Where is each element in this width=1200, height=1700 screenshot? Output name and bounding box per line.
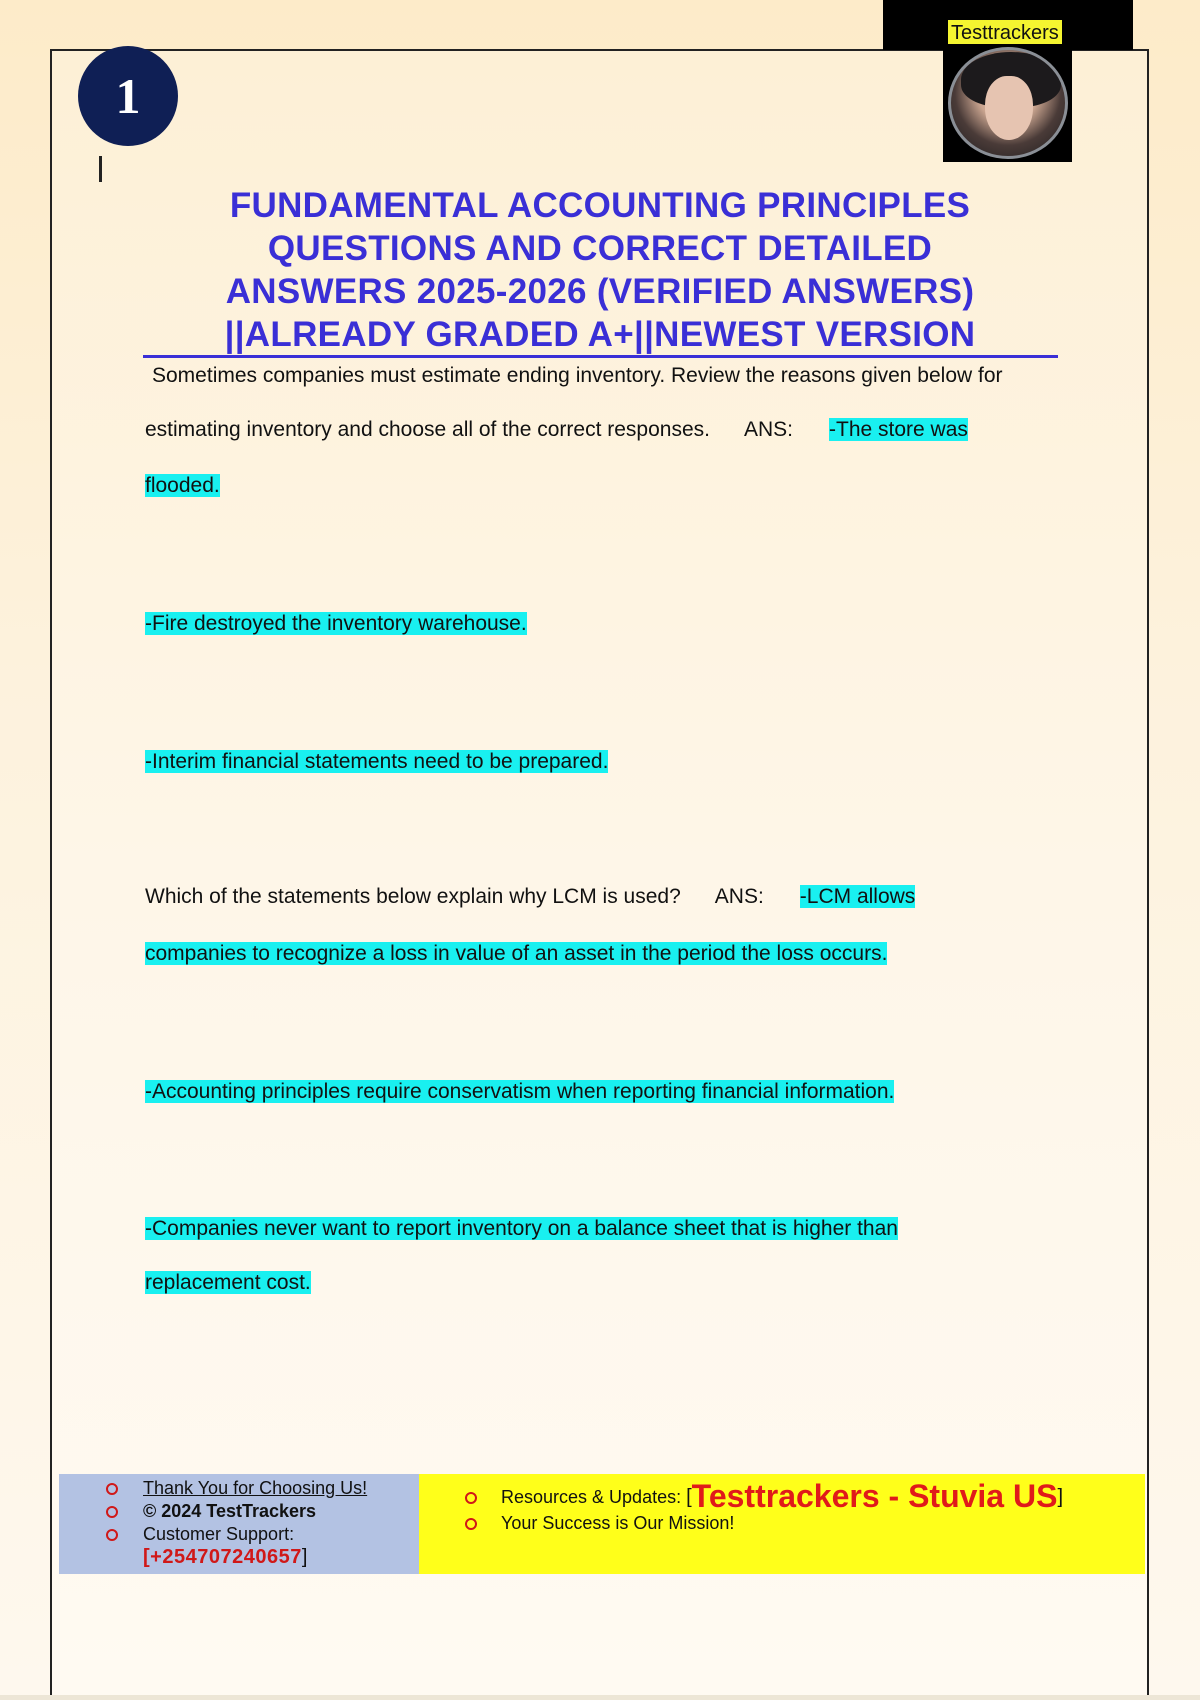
question-2-line-1 [145,883,915,911]
list-item [59,1477,367,1500]
answer-row [145,1215,898,1243]
answer-highlight: companies to recognize a loss in value of an asset in the period the loss occurs. [145,942,888,965]
list-item [419,1512,1063,1535]
ans-label: ANS: [714,885,764,908]
thanks-text[interactable]: Thank You for Choosing Us! [143,1478,368,1498]
answer-highlight: -Companies never want to report inventory on a balance sheet that is higher than [145,1217,898,1240]
list-item [419,1480,1063,1512]
circle-outline-icon [106,1529,118,1541]
brand-label: Testtrackers [948,20,1062,46]
question-1-text: estimating inventory and choose all of the correct responses. [145,418,710,441]
link-bracket-close: ] [1057,1486,1063,1508]
resources-label: Resources & Updates: [501,1487,687,1507]
list-item [59,1546,367,1569]
text-cursor [99,156,102,182]
copyright-text: © 2024 TestTrackers [143,1501,317,1521]
avatar-face [985,76,1033,140]
title-line-3: ANSWERS 2025-2026 (VERIFIED ANSWERS) [225,272,975,311]
circle-outline-icon [106,1506,118,1518]
phone-bracket: ] [301,1546,308,1568]
support-label: Customer Support: [143,1524,295,1544]
answer-highlight: -The store was [829,418,968,441]
title-line-2: QUESTIONS AND CORRECT DETAILED [267,229,933,268]
title-line-1: FUNDAMENTAL ACCOUNTING PRINCIPLES [229,186,971,225]
link-bracket-open: [ [686,1486,692,1508]
footer-right-list [419,1480,1063,1535]
answer-highlight: -LCM allows [799,885,916,908]
answer-row [145,472,220,500]
circle-outline-icon [106,1483,118,1495]
page-number-badge [78,46,178,146]
page-bottom-edge [0,1695,1200,1700]
footer-left-list [59,1477,367,1569]
document-title [144,184,1056,356]
support-phone[interactable]: [+254707240657 [143,1546,302,1568]
footer-left-panel [59,1474,419,1574]
answer-highlight: -Accounting principles require conservatism when reporting financial information. [145,1080,895,1103]
circle-outline-icon [465,1492,477,1504]
answer-highlight: -Interim financial statements need to be prepared. [145,750,609,773]
answer-row [145,1078,894,1106]
list-item [59,1500,367,1523]
stuvia-link[interactable]: Testtrackers - Stuvia US [691,1478,1058,1514]
avatar [948,47,1068,159]
avatar-frame [943,44,1072,162]
answer-row [145,610,527,638]
footer-right-panel [419,1474,1145,1574]
question-1-line-1: Sometimes companies must estimate ending inventory. Review the reasons given below for [152,364,1003,387]
page-number: 1 [115,68,141,124]
title-underline [143,355,1058,358]
question-1-line-2 [145,416,968,444]
answer-row [145,940,887,968]
mission-text: Your Success is Our Mission! [501,1513,735,1533]
answer-highlight: replacement cost. [145,1271,311,1294]
circle-outline-icon [465,1518,477,1530]
answer-row [145,1269,311,1297]
question-2-text: Which of the statements below explain why LCM is used? [145,885,681,908]
answer-highlight: -Fire destroyed the inventory warehouse. [145,612,527,635]
answer-row [145,748,608,776]
list-item [59,1523,367,1546]
answer-highlight: flooded. [145,474,220,497]
title-line-4: ||ALREADY GRADED A+||NEWEST VERSION [224,315,976,354]
ans-label: ANS: [743,418,793,441]
